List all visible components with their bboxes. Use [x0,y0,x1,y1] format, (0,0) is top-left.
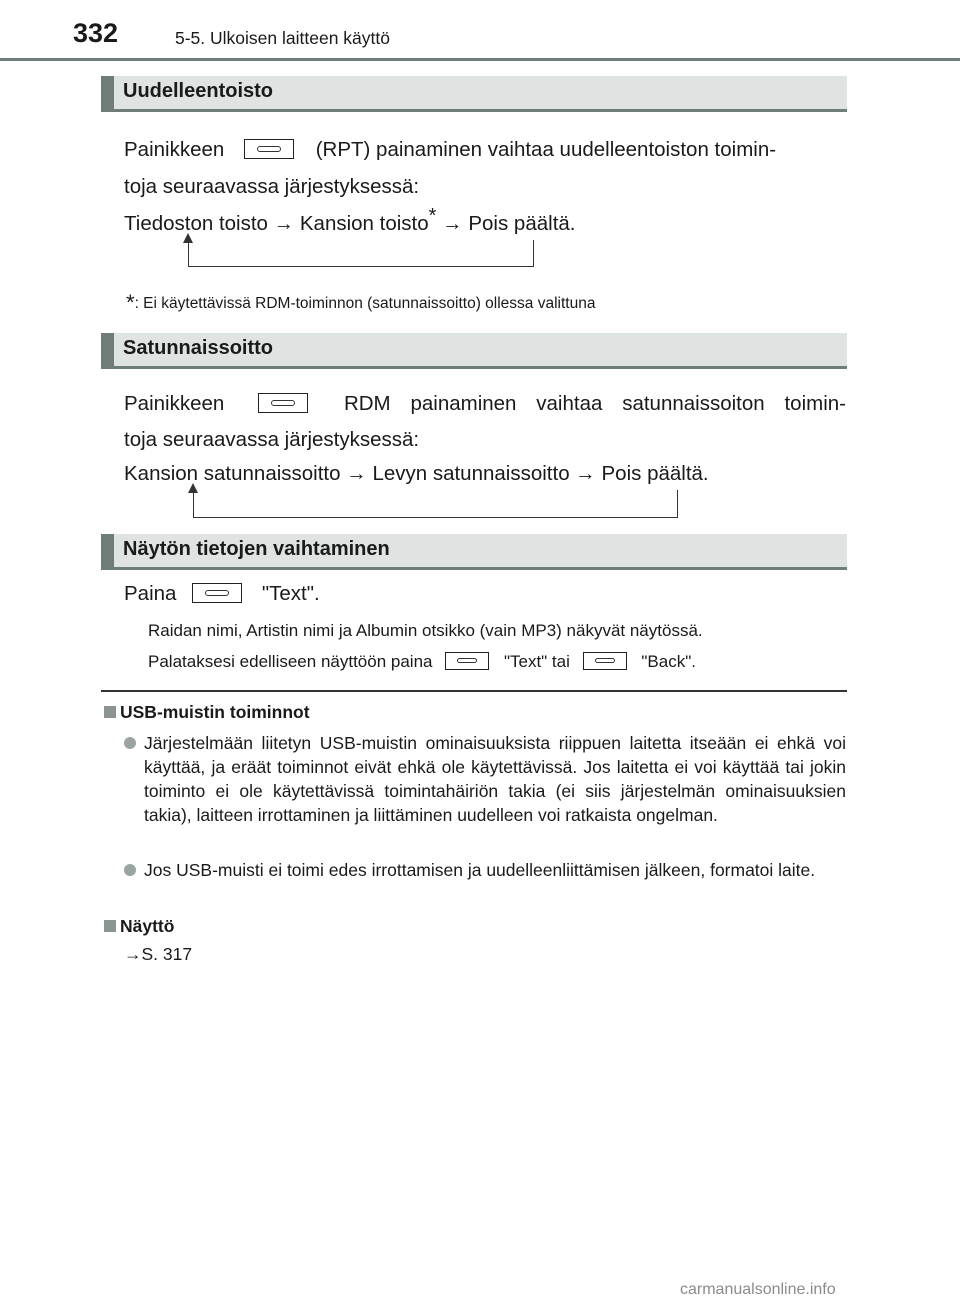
random-sequence: Kansion satunnaissoitto → Levyn satunnaissoitto → Pois päältä. [124,462,709,485]
asterisk-icon: * [428,205,437,227]
round-bullet-icon [124,737,136,749]
display-note-1: Raidan nimi, Artistin nimi ja Albumin otsikko (vain MP3) näkyvät näytössä. [148,621,703,640]
footnote: *: Ei käytettävissä RDM-toiminnon (satunnaissoitto) ollessa valittuna [126,290,596,315]
section-title: Näytön tietojen vaihtaminen [123,538,390,560]
section-title: Uudelleentoisto [123,80,274,102]
loop-back-arrow [193,490,678,518]
random-paragraph [124,385,846,490]
section-header-display [101,534,847,570]
header-rule [0,58,960,61]
info-bullet-1: Järjestelmään liitetyn USB-muistin ominaisuuksista riippuen laitetta itseään ei ehkä voi käyttää, ja eräät toiminnot eivät ehkä ole käytettävissä. Jos laitetta ei voi käyttää tai jokin toiminto ei ole käytettävissä toimintahäiriön takia (ei siis järjestelmän ominaisuuksien takia), laitteen irrottaminen ja liittäminen uudelleen voi ratkaista ongelman. [124,731,846,827]
arrow-icon: → [442,212,463,235]
page-number: 332 [73,18,119,48]
text-button-icon [192,583,242,603]
section-title: Satunnaissoitto [123,337,274,359]
watermark: carmanualsonline.info [680,1281,836,1298]
repeat-sequence: Tiedoston toisto → Kansion toisto* → Pois päältä. [124,205,576,235]
repeat-line-2: toja seuraavassa järjestyksessä: [124,175,420,198]
section-accent [101,534,114,567]
rpt-button-icon [244,139,294,159]
repeat-paragraph [124,131,854,242]
section-divider [101,690,847,692]
random-line-1: Painikkeen RDM painaminen vaihtaa satunnaissoiton toimin- [124,392,846,415]
arrow-icon: → [575,462,596,485]
section-accent [101,333,114,366]
loop-back-arrow [188,240,534,267]
arrow-up-icon [188,483,198,493]
section-header-random [101,333,847,369]
arrow-up-icon [183,233,193,243]
info-bullet-2: Jos USB-muisti ei toimi edes irrottamisen ja uudelleenliittämisen jälkeen, formatoi laite. [124,858,846,882]
page-reference-link[interactable]: →S. 317 [124,944,193,964]
info-heading-display: Näyttö [104,916,174,937]
arrow-icon: → [346,462,367,485]
display-instruction: Paina "Text". [124,582,320,605]
back-button-icon [583,652,627,670]
text-button-icon [445,652,489,670]
round-bullet-icon [124,864,136,876]
chapter-title: 5-5. Ulkoisen laitteen käyttö [175,28,390,48]
repeat-line-1: Painikkeen (RPT) painaminen vaihtaa uudelleentoiston toimin- [124,138,777,161]
rdm-button-icon [258,393,308,413]
section-accent [101,76,114,109]
footnote-asterisk: * [126,290,135,315]
info-heading-usb: USB-muistin toiminnot [104,702,310,723]
arrow-icon: → [273,212,295,235]
section-header-repeat [101,76,847,112]
random-line-2: toja seuraavassa järjestyksessä: [124,428,420,451]
display-note-2: Palataksesi edelliseen näyttöön paina "Text" tai "Back". [148,652,696,671]
square-bullet-icon [104,920,116,932]
square-bullet-icon [104,706,116,718]
